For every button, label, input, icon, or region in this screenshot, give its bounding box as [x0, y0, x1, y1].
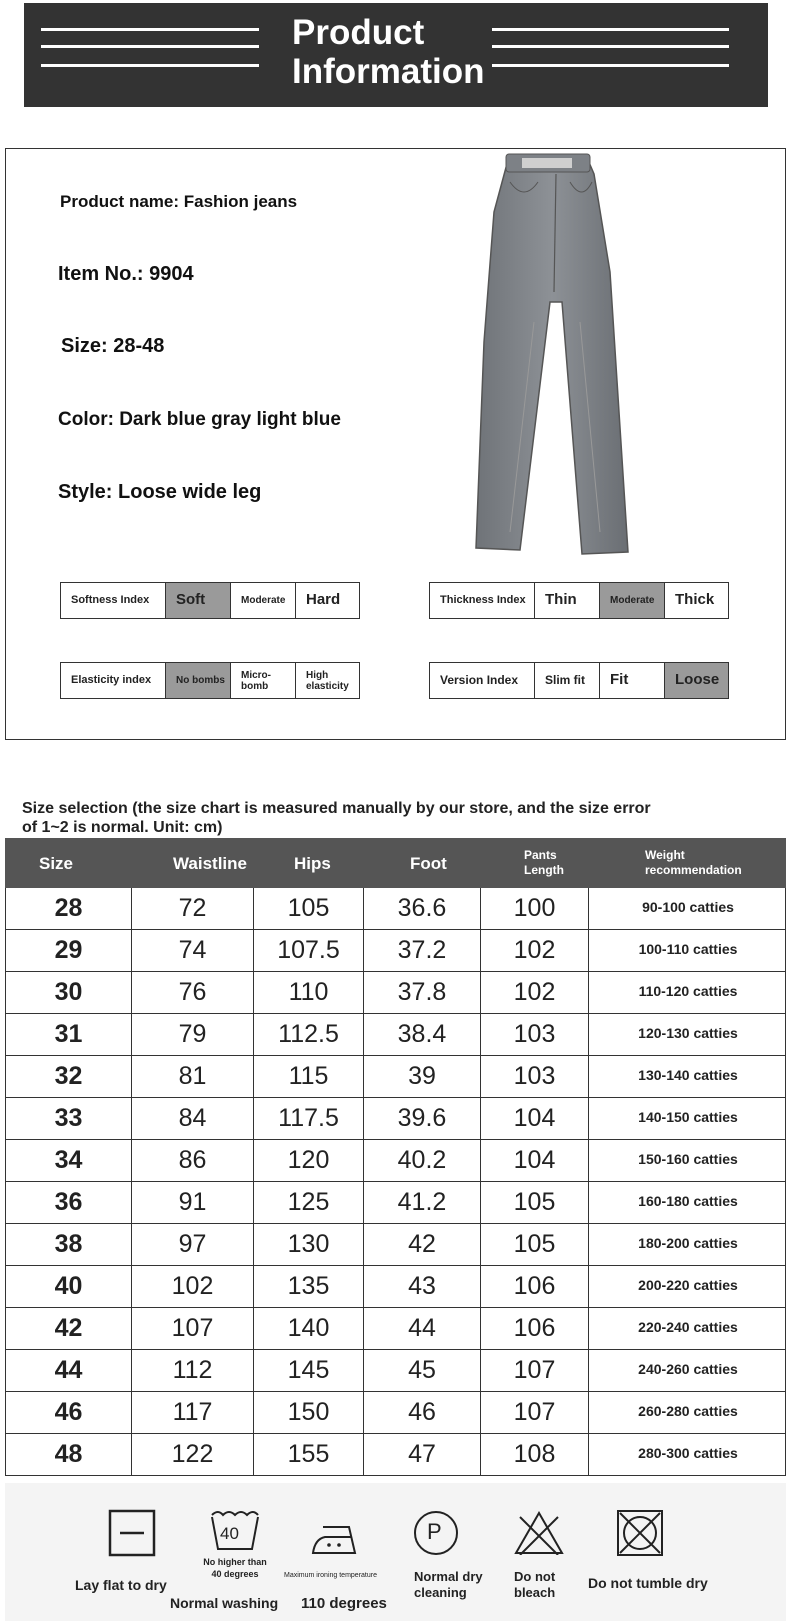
item-number: Item No.: 9904: [58, 263, 194, 285]
cell-waistline: 86: [131, 1140, 253, 1181]
cell-weight: 90-100 catties: [588, 888, 787, 929]
cell-pants-length: 105: [480, 1182, 588, 1223]
lay-flat-label: Lay flat to dry: [75, 1577, 167, 1593]
no-bleach-label: Do not bleach: [514, 1569, 556, 1600]
header-waistline: Waistline: [173, 854, 247, 873]
cell-foot: 39.6: [363, 1098, 480, 1139]
product-color: Color: Dark blue gray light blue: [58, 409, 341, 430]
softness-index: [60, 582, 360, 619]
version-index: [429, 662, 729, 699]
header-pants-length: Pants Length: [524, 848, 564, 877]
cell-foot: 41.2: [363, 1182, 480, 1223]
page-title: [292, 13, 484, 91]
elasticity-index-label: Elasticity index: [71, 674, 152, 687]
banner-rule: [492, 64, 729, 67]
care-instructions: [5, 1483, 786, 1621]
cell-pants-length: 104: [480, 1140, 588, 1181]
cell-waistline: 76: [131, 972, 253, 1013]
cell-hips: 110: [253, 972, 363, 1013]
cell-weight: 280-300 catties: [588, 1434, 787, 1475]
table-row: [5, 1350, 786, 1392]
cell-hips: 112.5: [253, 1014, 363, 1055]
cell-foot: 42: [363, 1224, 480, 1265]
cell-hips: 155: [253, 1434, 363, 1475]
cell-foot: 36.6: [363, 888, 480, 929]
size-table-body: [5, 888, 786, 1476]
cell-size: 28: [54, 894, 83, 922]
cell-hips: 105: [253, 888, 363, 929]
header-foot: Foot: [410, 854, 447, 873]
cell-hips: 130: [253, 1224, 363, 1265]
dry-clean-letter: P: [427, 1519, 442, 1544]
cell-foot: 39: [363, 1056, 480, 1097]
thickness-option-moderate: Moderate: [599, 583, 664, 618]
thickness-index: [429, 582, 729, 619]
title-line-1: Product: [292, 13, 425, 52]
cell-waistline: 107: [131, 1308, 253, 1349]
cell-foot: 44: [363, 1308, 480, 1349]
no-tumble-dry-icon: [616, 1509, 664, 1557]
cell-waistline: 79: [131, 1014, 253, 1055]
cell-size: 30: [54, 978, 83, 1006]
table-row: [5, 1392, 786, 1434]
cell-size: 46: [54, 1398, 83, 1426]
product-name: Product name: Fashion jeans: [60, 192, 298, 211]
table-row: [5, 1434, 786, 1476]
cell-pants-length: 102: [480, 930, 588, 971]
softness-option-moderate: Moderate: [230, 583, 295, 618]
header-size: Size: [39, 854, 74, 873]
cell-pants-length: 107: [480, 1350, 588, 1391]
cell-weight: 160-180 catties: [588, 1182, 787, 1223]
cell-foot: 46: [363, 1392, 480, 1433]
header-hips: Hips: [294, 854, 331, 873]
cell-foot: 40.2: [363, 1140, 480, 1181]
cell-size: 34: [54, 1146, 83, 1174]
version-option-loose: Loose: [664, 663, 728, 698]
table-row: [5, 1098, 786, 1140]
cell-size: 42: [54, 1314, 83, 1342]
cell-foot: 38.4: [363, 1014, 480, 1055]
cell-size: 44: [54, 1356, 83, 1384]
banner-rule: [41, 45, 259, 48]
cell-size: 31: [54, 1020, 83, 1048]
cell-size: 32: [54, 1062, 83, 1090]
product-info-box: [5, 148, 786, 740]
cell-hips: 150: [253, 1392, 363, 1433]
cell-waistline: 122: [131, 1434, 253, 1475]
cell-size: 38: [54, 1230, 83, 1258]
banner-rule: [41, 64, 259, 67]
elasticity-index: [60, 662, 360, 699]
cell-pants-length: 103: [480, 1056, 588, 1097]
wash-note: No higher than 40 degrees: [203, 1557, 267, 1579]
cell-weight: 220-240 catties: [588, 1308, 787, 1349]
cell-weight: 240-260 catties: [588, 1350, 787, 1391]
product-size: Size: 28-48: [61, 335, 165, 357]
softness-option-soft: Soft: [165, 583, 230, 618]
cell-weight: 150-160 catties: [588, 1140, 787, 1181]
softness-option-hard: Hard: [295, 583, 359, 618]
cell-foot: 37.2: [363, 930, 480, 971]
thickness-index-label: Thickness Index: [440, 594, 526, 607]
table-row: [5, 1140, 786, 1182]
table-row: [5, 1014, 786, 1056]
cell-pants-length: 103: [480, 1014, 588, 1055]
cell-hips: 145: [253, 1350, 363, 1391]
wash-label: Normal washing: [170, 1595, 279, 1611]
no-bleach-icon: [514, 1511, 564, 1555]
cell-size: 48: [54, 1440, 83, 1468]
cell-waistline: 84: [131, 1098, 253, 1139]
elasticity-option-no-bombs: No bombs: [165, 663, 230, 698]
product-style: Style: Loose wide leg: [58, 481, 262, 503]
table-row: [5, 1266, 786, 1308]
table-row: [5, 930, 786, 972]
cell-weight: 140-150 catties: [588, 1098, 787, 1139]
cell-foot: 47: [363, 1434, 480, 1475]
cell-size: 33: [54, 1104, 83, 1132]
iron-note: Maximum ironing temperature: [284, 1572, 377, 1579]
banner-rule: [41, 28, 259, 31]
title-line-2: Information: [292, 52, 485, 91]
elasticity-option-micro-bomb: Micro-bomb: [230, 663, 295, 698]
cell-weight: 110-120 catties: [588, 972, 787, 1013]
jeans-image: [470, 152, 650, 562]
cell-pants-length: 106: [480, 1308, 588, 1349]
header-weight: Weight recommendation: [645, 848, 742, 877]
no-tumble-dry-label: Do not tumble dry: [588, 1575, 708, 1591]
cell-pants-length: 100: [480, 888, 588, 929]
banner-rule: [492, 28, 729, 31]
lay-flat-icon: [108, 1509, 156, 1557]
version-option-slim-fit: Slim fit: [534, 663, 599, 698]
cell-hips: 135: [253, 1266, 363, 1307]
size-table-header: [5, 838, 786, 888]
table-row: [5, 1182, 786, 1224]
cell-hips: 125: [253, 1182, 363, 1223]
cell-size: 36: [54, 1188, 83, 1216]
cell-pants-length: 102: [480, 972, 588, 1013]
table-row: [5, 1308, 786, 1350]
wash-temperature: 40: [220, 1524, 239, 1543]
softness-index-label: Softness Index: [71, 594, 150, 607]
cell-pants-length: 105: [480, 1224, 588, 1265]
cell-hips: 115: [253, 1056, 363, 1097]
cell-waistline: 74: [131, 930, 253, 971]
cell-hips: 117.5: [253, 1098, 363, 1139]
cell-foot: 43: [363, 1266, 480, 1307]
cell-waistline: 81: [131, 1056, 253, 1097]
cell-size: 40: [54, 1272, 83, 1300]
iron-icon: [309, 1523, 361, 1559]
cell-waistline: 91: [131, 1182, 253, 1223]
cell-pants-length: 107: [480, 1392, 588, 1433]
cell-foot: 37.8: [363, 972, 480, 1013]
cell-waistline: 117: [131, 1392, 253, 1433]
cell-weight: 200-220 catties: [588, 1266, 787, 1307]
cell-hips: 140: [253, 1308, 363, 1349]
cell-hips: 120: [253, 1140, 363, 1181]
thickness-option-thick: Thick: [664, 583, 728, 618]
table-row: [5, 972, 786, 1014]
dry-clean-label: Normal dry cleaning: [414, 1569, 483, 1600]
iron-label: 110 degrees: [301, 1595, 387, 1612]
cell-weight: 260-280 catties: [588, 1392, 787, 1433]
thickness-option-thin: Thin: [534, 583, 599, 618]
cell-pants-length: 104: [480, 1098, 588, 1139]
cell-waistline: 72: [131, 888, 253, 929]
table-row: [5, 1224, 786, 1266]
version-index-label: Version Index: [440, 672, 519, 687]
cell-waistline: 112: [131, 1350, 253, 1391]
cell-hips: 107.5: [253, 930, 363, 971]
cell-weight: 180-200 catties: [588, 1224, 787, 1265]
table-row: [5, 888, 786, 930]
cell-weight: 130-140 catties: [588, 1056, 787, 1097]
elasticity-option-high: High elasticity: [295, 663, 359, 698]
cell-waistline: 102: [131, 1266, 253, 1307]
cell-weight: 120-130 catties: [588, 1014, 787, 1055]
cell-size: 29: [54, 936, 83, 964]
table-row: [5, 1056, 786, 1098]
cell-pants-length: 106: [480, 1266, 588, 1307]
cell-pants-length: 108: [480, 1434, 588, 1475]
cell-waistline: 97: [131, 1224, 253, 1265]
cell-foot: 45: [363, 1350, 480, 1391]
version-option-fit: Fit: [599, 663, 664, 698]
header-banner: [24, 3, 768, 107]
size-table: [5, 838, 786, 1476]
cell-weight: 100-110 catties: [588, 930, 787, 971]
banner-rule: [492, 45, 729, 48]
size-table-caption: Size selection (the size chart is measured manually by our store, and the size error of 1~2 is normal. Unit: cm): [22, 800, 651, 836]
